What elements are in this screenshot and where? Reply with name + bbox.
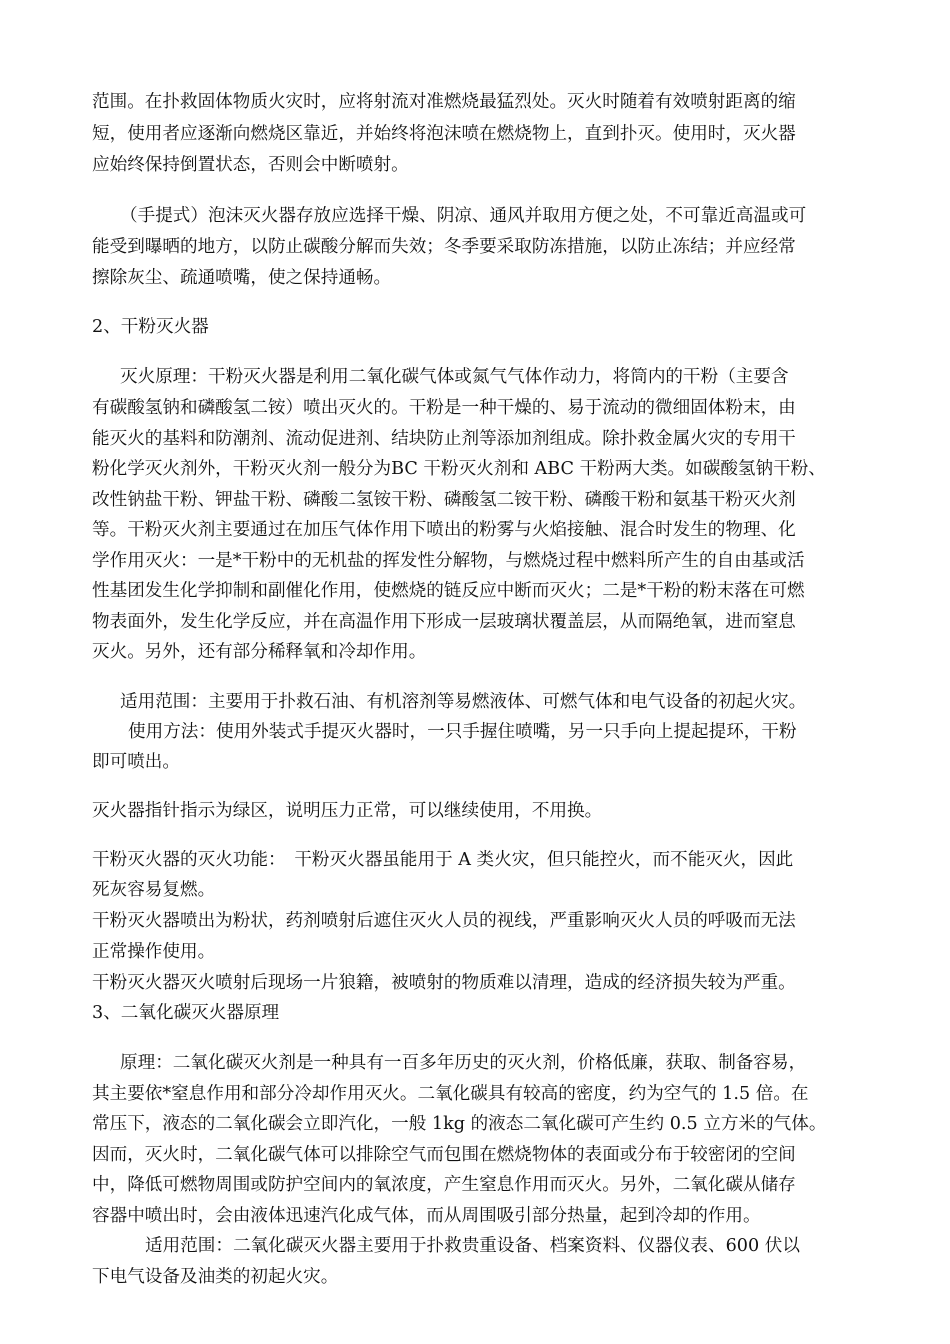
text-line: 容器中喷出时，会由液体迅速汽化成气体，而从周围吸引部分热量，起到冷却的作用。 xyxy=(92,1206,761,1226)
text-line: 干粉灭火器的灭火功能： 干粉灭火器虽能用于 A 类火灾，但只能控火，而不能灭火，因此 xyxy=(92,850,794,870)
text-line: 灭火。另外，还有部分稀释氧和冷却作用。 xyxy=(92,642,427,662)
text-line: （手提式）泡沫灭火器存放应选择干燥、阴凉、通风并取用方便之处，不可靠近高温或可 xyxy=(120,206,807,226)
text-line: 能受到曝晒的地方，以防止碳酸分解而失效；冬季要采取防冻措施，以防止冻结；并应经常 xyxy=(92,237,796,257)
text-line: 灭火原理：干粉灭火器是利用二氧化碳气体或氮气气体作动力，将筒内的干粉（主要含 xyxy=(120,367,789,387)
text-line: 范围。在扑救固体物质火灾时，应将射流对准燃烧最猛烈处。灭火时随着有效喷射距离的缩 xyxy=(92,92,796,112)
text-line: 适用范围：二氧化碳灭火器主要用于扑救贵重设备、档案资料、仪器仪表、600 伏以 xyxy=(145,1236,800,1256)
text-line: 死灰容易复燃。 xyxy=(92,880,216,900)
text-line: 原理：二氧化碳灭火剂是一种具有一百多年历史的灭火剂，价格低廉，获取、制备容易， xyxy=(120,1053,807,1073)
text-line: 使用方法：使用外装式手提灭火器时，一只手握住喷嘴，另一只手向上提起提环，干粉 xyxy=(128,722,797,742)
text-line: 能灭火的基料和防潮剂、流动促进剂、结块防止剂等添加剂组成。除扑救金属火灾的专用干 xyxy=(92,429,796,449)
text-line: 物表面外，发生化学反应，并在高温作用下形成一层玻璃状覆盖层，从而隔绝氧，进而窒息 xyxy=(92,612,796,632)
section-heading: 2、干粉灭火器 xyxy=(92,317,209,337)
text-line: 擦除灰尘、疏通喷嘴，使之保持通畅。 xyxy=(92,268,392,288)
text-line: 有碳酸氢钠和磷酸氢二铵）喷出灭火的。干粉是一种干燥的、易于流动的微细固体粉末，由 xyxy=(92,398,796,418)
section-heading: 3、二氧化碳灭火器原理 xyxy=(92,1003,280,1023)
text-line: 等。干粉灭火剂主要通过在加压气体作用下喷出的粉雾与火焰接触、混合时发生的物理、化 xyxy=(92,520,796,540)
text-line: 其主要依*窒息作用和部分冷却作用灭火。二氧化碳具有较高的密度，约为空气的 1.5 倍。在 xyxy=(92,1084,809,1104)
text-line: 正常操作使用。 xyxy=(92,942,216,962)
text-line: 即可喷出。 xyxy=(92,752,180,772)
text-line: 下电气设备及油类的初起火灾。 xyxy=(92,1267,339,1287)
text-line: 干粉灭火器灭火喷射后现场一片狼籍，被喷射的物质难以清理，造成的经济损失较为严重。 xyxy=(92,973,796,993)
text-line: 应始终保持倒置状态，否则会中断喷射。 xyxy=(92,155,409,175)
text-line: 短，使用者应逐渐向燃烧区靠近，并始终将泡沫喷在燃烧物上，直到扑灭。使用时，灭火器 xyxy=(92,124,796,144)
text-line: 适用范围：主要用于扑救石油、有机溶剂等易燃液体、可燃气体和电气设备的初起火灾。 xyxy=(120,692,807,712)
text-line: 学作用灭火：一是*干粉中的无机盐的挥发性分解物，与燃烧过程中燃料所产生的自由基或活 xyxy=(92,551,805,571)
text-line: 改性钠盐干粉、钾盐干粉、磷酸二氢铵干粉、磷酸氢二铵干粉、磷酸干粉和氨基干粉灭火剂 xyxy=(92,490,796,510)
text-line: 粉化学灭火剂外，干粉灭火剂一般分为BC 干粉灭火剂和 ABC 干粉两大类。如碳酸氢钠干粉、 xyxy=(92,459,826,479)
text-line: 灭火器指针指示为绿区，说明压力正常，可以继续使用，不用换。 xyxy=(92,801,603,821)
text-line: 干粉灭火器喷出为粉状，药剂喷射后遮住灭火人员的视线，严重影响灭火人员的呼吸而无法 xyxy=(92,911,796,931)
text-line: 性基团发生化学抑制和副催化作用，使燃烧的链反应中断而灭火；二是*干粉的粉末落在可燃 xyxy=(92,581,805,601)
text-line: 常压下，液态的二氧化碳会立即汽化，一般 1kg 的液态二氧化碳可产生约 0.5 立方米的气体。 xyxy=(92,1114,827,1134)
text-line: 因而，灭火时，二氧化碳气体可以排除空气而包围在燃烧物体的表面或分布于较密闭的空间 xyxy=(92,1145,796,1165)
text-line: 中，降低可燃物周围或防护空间内的氧浓度，产生窒息作用而灭火。另外，二氧化碳从储存 xyxy=(92,1175,796,1195)
